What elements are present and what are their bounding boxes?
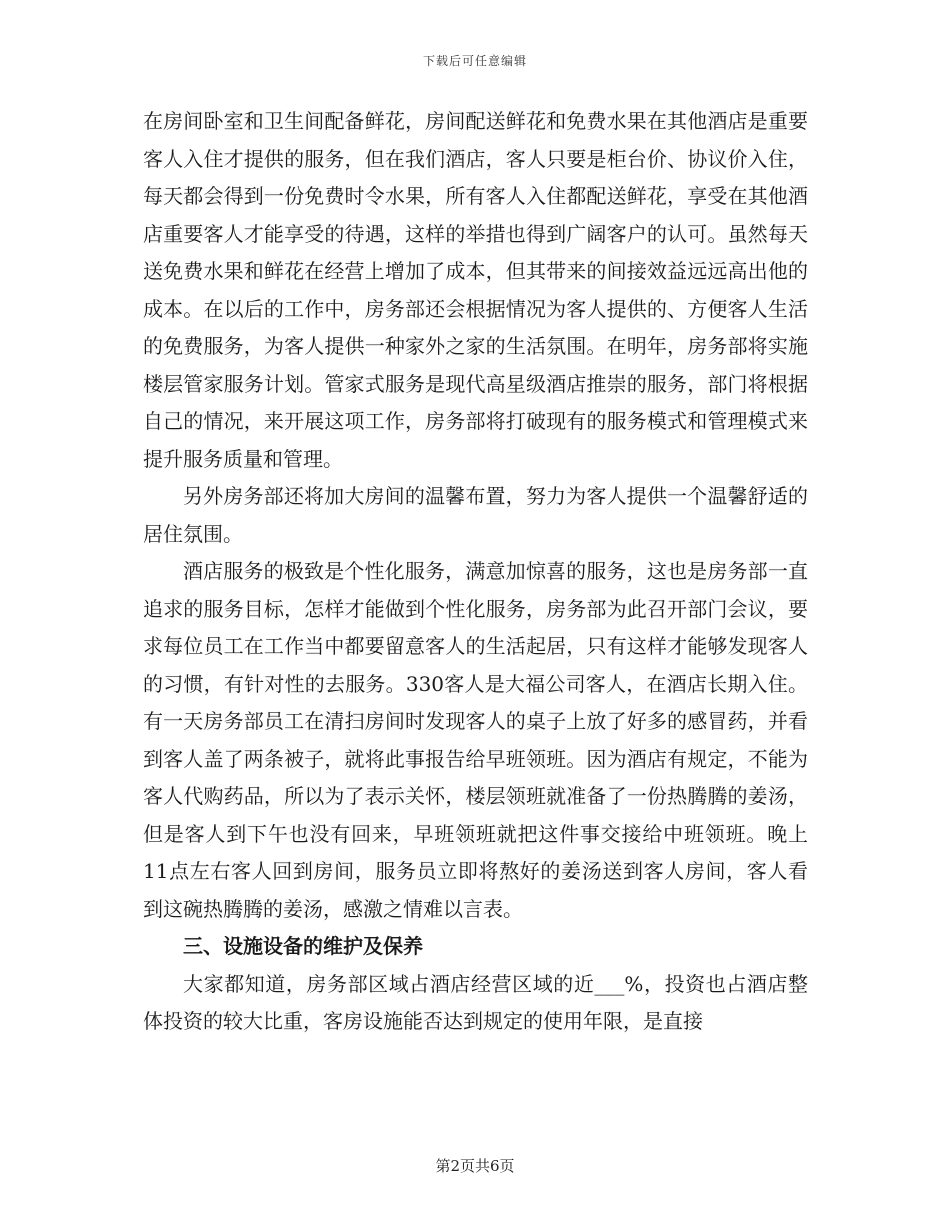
page-header-note: 下载后可任意编辑 <box>422 54 527 68</box>
page-number: 第2页共6页 <box>435 1157 515 1175</box>
paragraph-warm-layout: 另外房务部还将加大房间的温馨布置，努力为客人提供一个温馨舒适的居住氛围。 <box>143 484 808 546</box>
section-heading: 三、设施设备的维护及保养 <box>183 934 423 958</box>
document-body <box>143 103 808 1041</box>
paragraph-flowers-fruit: 在房间卧室和卫生间配备鲜花，房间配送鲜花和免费水果在其他酒店是重要客人入住才提供的服务，但在我们酒店，客人只要是柜台价、协议价入住，每天都会得到一份免费时令水果，所有客人入住都配送鲜花，享受在其他酒店重要客人才能享受的待遇，这样的举措也得到广阔客户的认可。虽然每天送免费水果和鲜花在经营上增加了成本，但其带来的间接效益远远高出他的成本。在以后的工作中，房务部还会根据情况为客人提供的、方便客人生活的免费服务，为客人提供一种家外之家的生活氛围。在明年，房务部将实施楼层管家服务计划。管家式服务是现代高星级酒店推崇的服务，部门将根据自己的情况，来开展这项工作，房务部将打破现有的服务模式和管理模式来提升服务质量和管理。 <box>143 109 808 471</box>
paragraph-personalized-service: 酒店服务的极致是个性化服务，满意加惊喜的服务，这也是房务部一直追求的服务目标，怎样才能做到个性化服务，房务部为此召开部门会议，要求每位员工在工作当中都要留意客人的生活起居，只有这样才能够发现客人的习惯，有针对性的去服务。330客人是大福公司客人，在酒店长期入住。有一天房务部员工在清扫房间时发现客人的桌子上放了好多的感冒药，并看到客人盖了两条被子，就将此事报告给早班领班。因为酒店有规定，不能为客人代购药品，所以为了表示关怀，楼层领班就准备了一份热腾腾的姜汤，但是客人到下午也没有回来，早班领班就把这件事交接给中班领班。晚上11点左右客人回到房间，服务员立即将熬好的姜汤送到客人房间，客人看到这碗热腾腾的姜汤，感激之情难以言表。 <box>143 559 808 921</box>
paragraph-facility-maintenance: 大家都知道，房务部区域占酒店经营区域的近___%，投资也占酒店整体投资的较大比重，客房设施能否达到规定的使用年限，是直接 <box>143 971 808 1033</box>
